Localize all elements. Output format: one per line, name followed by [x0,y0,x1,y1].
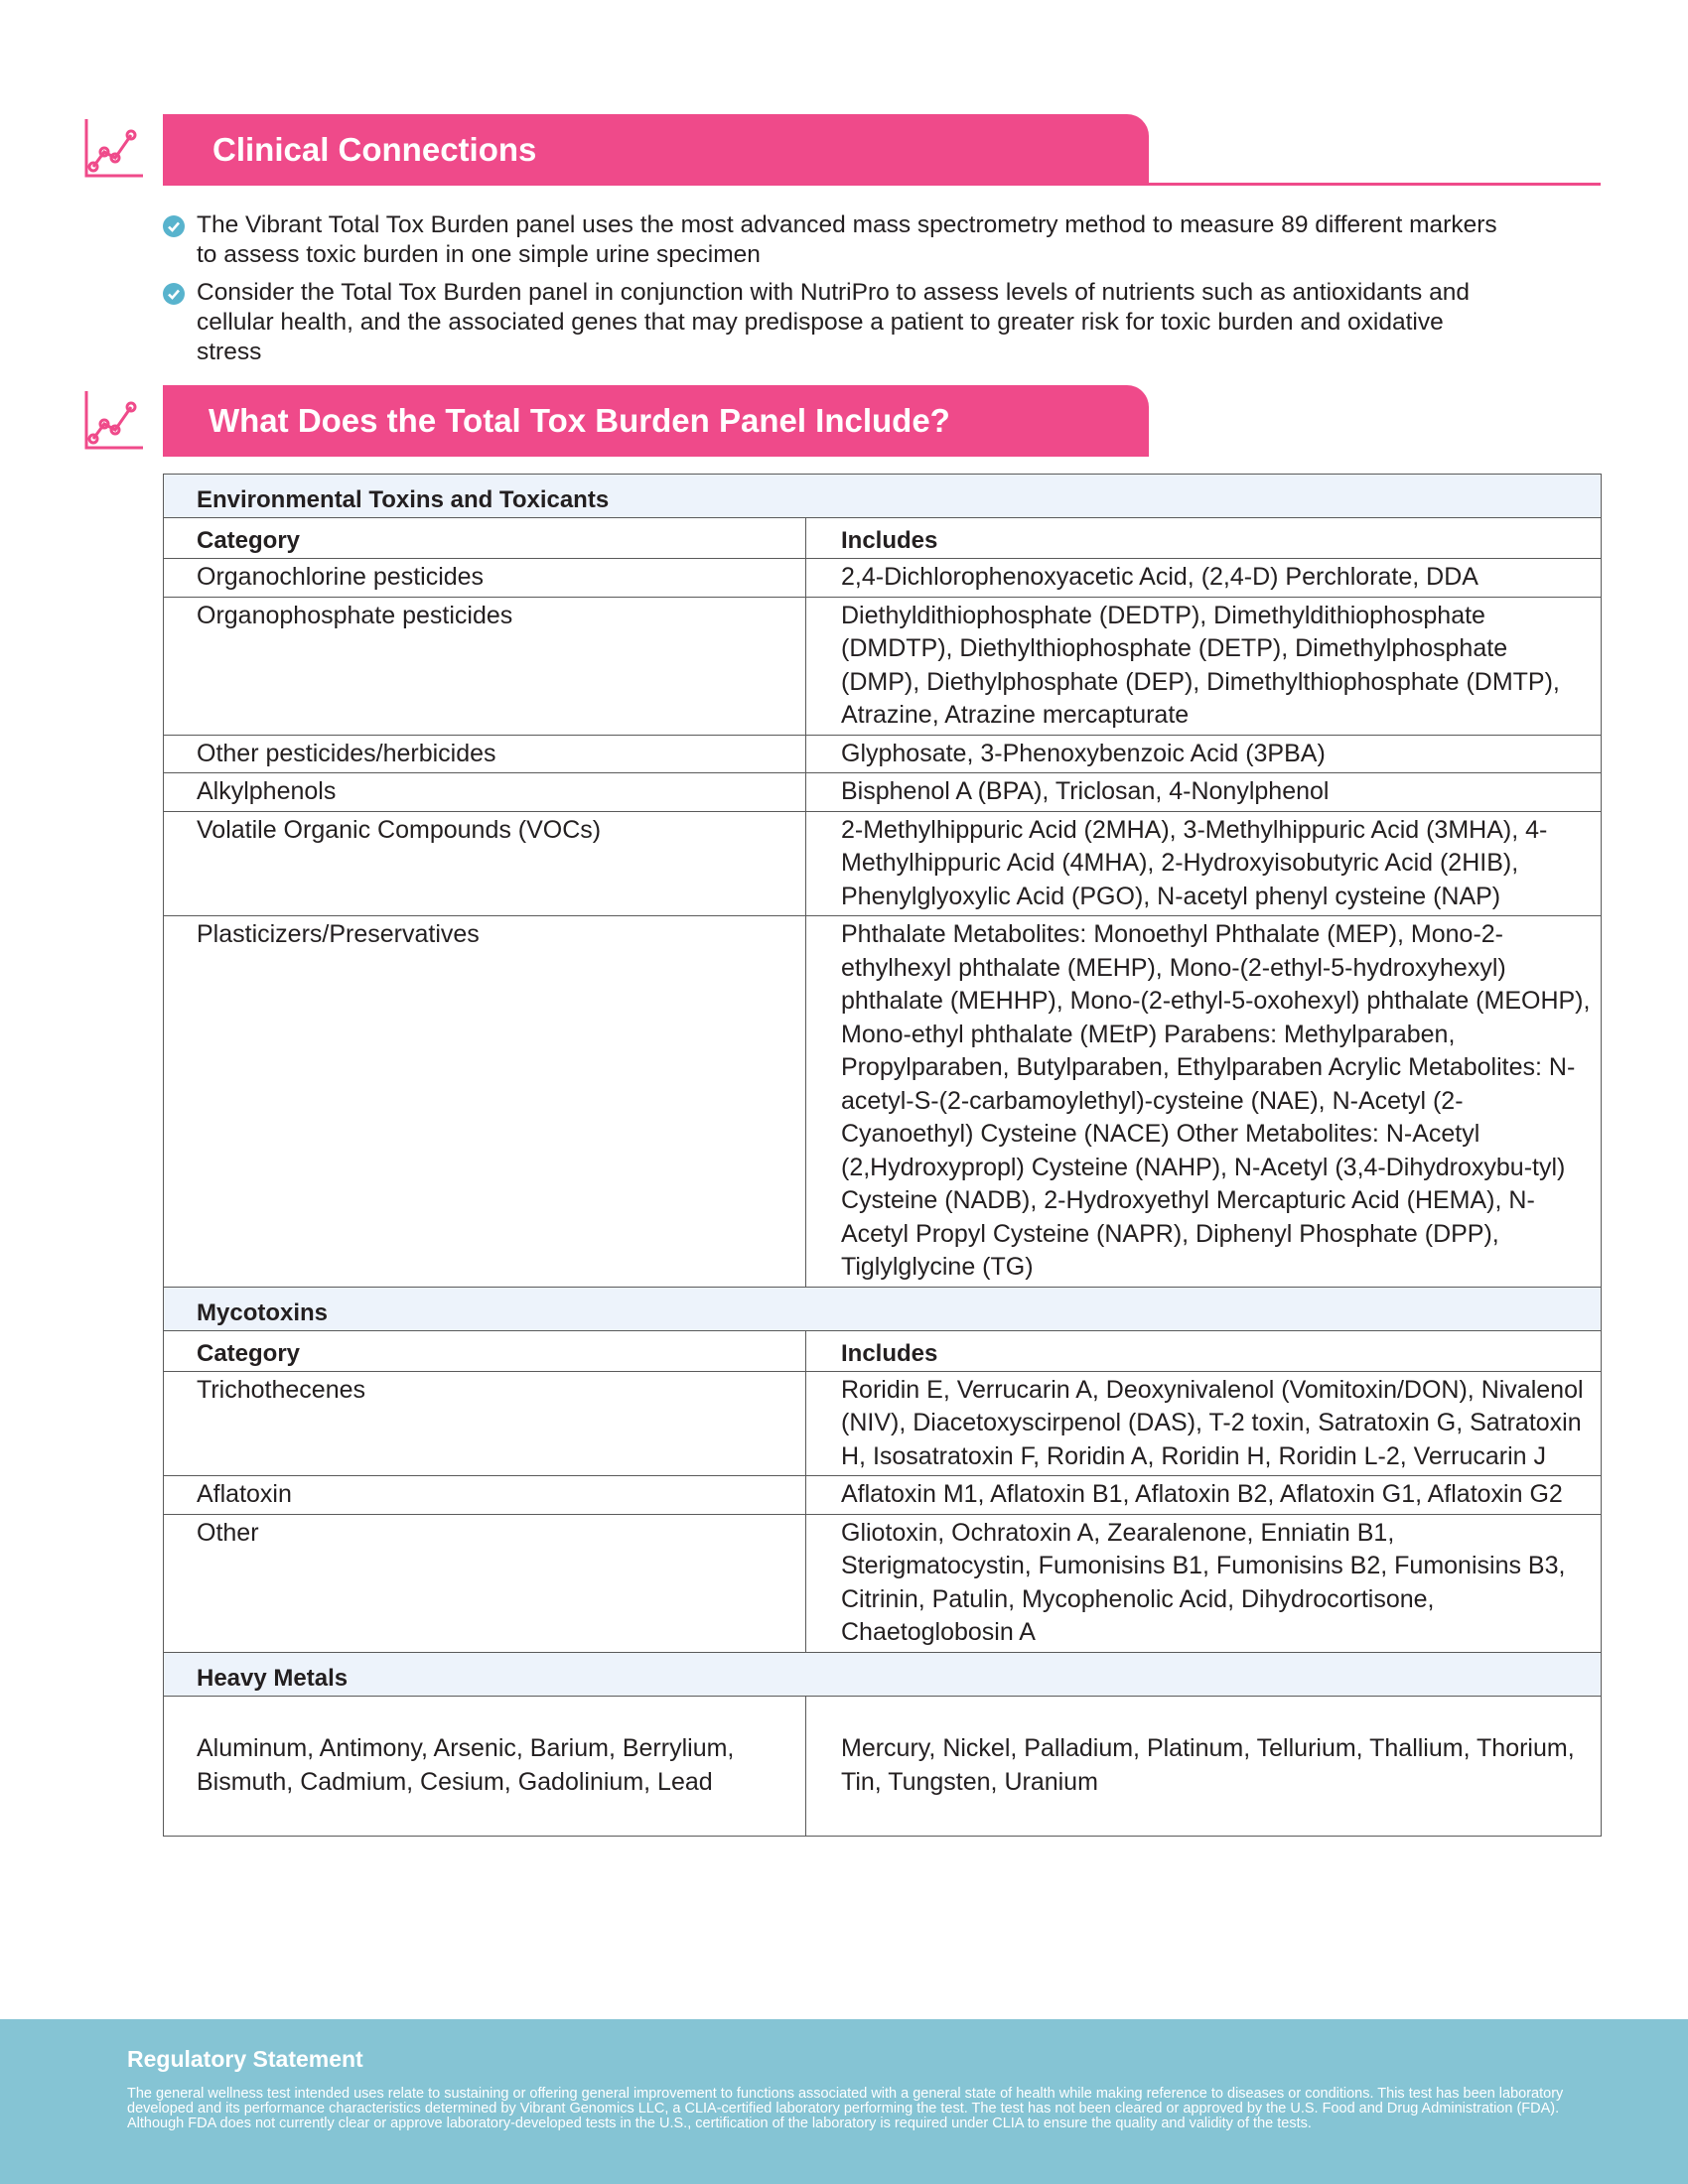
includes-cell: 2,4-Dichlorophenoxyacetic Acid, (2,4-D) Perchlorate, DDA [806,559,1602,598]
includes-cell: Roridin E, Verrucarin A, Deoxynivalenol (Vomitoxin/DON), Nivalenol (NIV), Diacetoxyscirpenol (DAS), T-2 toxin, Satratoxin G, Satratoxin H, Isosatratoxin F, Roridin A, Roridin H, Roridin L-2, Verrucarin J [806,1371,1602,1476]
footer-title: Regulatory Statement [127,2046,363,2072]
table-row [164,559,1602,598]
section-divider [163,183,1601,186]
table-row [164,916,1602,1288]
group-header-heavy-metals [164,1652,1602,1696]
column-header-row [164,1330,1602,1371]
table-row [164,773,1602,812]
category-cell: Organochlorine pesticides [164,559,806,598]
metals-cell: Aluminum, Antimony, Arsenic, Barium, Berrylium, Bismuth, Cadmium, Cesium, Gadolinium, Lead [164,1696,806,1836]
section-title: What Does the Total Tox Burden Panel Include? [209,402,950,439]
table-row [164,1696,1602,1836]
section-title: Clinical Connections [212,131,537,168]
panel-table [163,474,1602,1837]
clinical-bullet-list [163,210,1503,375]
includes-cell: Phthalate Metabolites: Monoethyl Phthalate (MEP), Mono-2-ethylhexyl phthalate (MEHP), Mono-(2-ethyl-5-hydroxyhexyl) phthalate (MEHHP), Mono-(2-ethyl-5-oxohexyl) phthalate (MEOHP), Mono-ethyl phthalate (MEtP) Parabens: Methylparaben, Propylparaben, Butylparaben, Ethylparaben Acrylic Metabolites: N-acetyl-S-(2-carbamoylethyl)-cysteine (NAE), N-Acetyl (2-Cyanoethyl) Cysteine (NACE) Other Metabolites: N-Acetyl (2,Hydroxypropl) Cysteine (NAHP), N-Acetyl (3,4-Dihydroxybu-tyl) Cysteine (NADB), 2-Hydroxyethyl Mercapturic Acid (HEMA), N-Acetyl Propyl Cysteine (NAPR), Diphenyl Phosphate (DPP), Tiglylglycine (TG) [806,916,1602,1288]
category-cell: Organophosphate pesticides [164,597,806,735]
group-header-mycotoxins [164,1287,1602,1330]
section-header-clinical [163,114,1149,186]
includes-cell: Aflatoxin M1, Aflatoxin B1, Aflatoxin B2, Aflatoxin G1, Aflatoxin G2 [806,1476,1602,1515]
category-cell: Aflatoxin [164,1476,806,1515]
bullet-text: Consider the Total Tox Burden panel in conjunction with NutriPro to assess levels of nutrients such as antioxidants and cellular health, and the associated genes that may predispose a patient to greater risk for toxic burden and oxidative stress [197,279,1470,365]
column-header-includes: Includes [806,1330,1602,1371]
table-row [164,811,1602,916]
includes-cell: 2-Methylhippuric Acid (2MHA), 3-Methylhippuric Acid (3MHA), 4-Methylhippuric Acid (4MHA), 2-Hydroxyisobutyric Acid (2HIB), Phenylglyoxylic Acid (PGO), N-acetyl phenyl cysteine (NAP) [806,811,1602,916]
includes-cell: Gliotoxin, Ochratoxin A, Zearalenone, Enniatin B1, Sterigmatocystin, Fumonisins B1, Fumonisins B2, Fumonisins B3, Citrinin, Patulin, Mycophenolic Acid, Dihydrocortisone, Chaetoglobosin A [806,1514,1602,1652]
table-row [164,1476,1602,1515]
group-header-environmental [164,475,1602,518]
category-cell: Trichothecenes [164,1371,806,1476]
line-chart-icon [83,389,145,451]
category-cell: Other pesticides/herbicides [164,735,806,773]
bullet-text: The Vibrant Total Tox Burden panel uses the most advanced mass spectrometry method to measure 89 different markers to assess toxic burden in one simple urine specimen [197,211,1497,268]
list-item [163,210,1503,270]
category-cell: Alkylphenols [164,773,806,812]
check-circle-icon [163,215,185,237]
section-header-panel [163,385,1149,457]
group-title: Heavy Metals [164,1652,1602,1696]
includes-cell: Bisphenol A (BPA), Triclosan, 4-Nonylphenol [806,773,1602,812]
regulatory-footer [0,2019,1688,2184]
footer-body: The general wellness test intended uses relate to sustaining or offering general improvement to functions associated with a general state of health while making reference to diseases or conditions. This test has been laboratory developed and its performance characteristics determined by Vibrant Genomics LLC, a CLIA-certified laboratory performing the test. The test has not been cleared or approved by the U.S. Food and Drug Administration (FDA). Although FDA does not currently clear or approve laboratory-developed tests in the U.S., certification of the laboratory is required under CLIA to ensure the quality and validity of the tests. [127,2086,1564,2131]
table-row [164,735,1602,773]
includes-cell: Diethyldithiophosphate (DEDTP), Dimethyldithiophosphate (DMDTP), Diethylthiophosphate (DETP), Dimethylphosphate (DMP), Diethylphosphate (DEP), Dimethylthiophosphate (DMTP), Atrazine, Atrazine mercapturate [806,597,1602,735]
line-chart-icon [83,117,145,179]
includes-cell: Glyphosate, 3-Phenoxybenzoic Acid (3PBA) [806,735,1602,773]
group-title: Environmental Toxins and Toxicants [164,475,1602,518]
table-row [164,1514,1602,1652]
table-row [164,597,1602,735]
category-cell: Volatile Organic Compounds (VOCs) [164,811,806,916]
category-cell: Other [164,1514,806,1652]
group-title: Mycotoxins [164,1287,1602,1330]
category-cell: Plasticizers/Preservatives [164,916,806,1288]
check-circle-icon [163,283,185,305]
table-row [164,1371,1602,1476]
metals-cell: Mercury, Nickel, Palladium, Platinum, Tellurium, Thallium, Thorium, Tin, Tungsten, Uranium [806,1696,1602,1836]
column-header-category: Category [164,518,806,559]
column-header-includes: Includes [806,518,1602,559]
list-item [163,278,1503,367]
column-header-row [164,518,1602,559]
column-header-category: Category [164,1330,806,1371]
